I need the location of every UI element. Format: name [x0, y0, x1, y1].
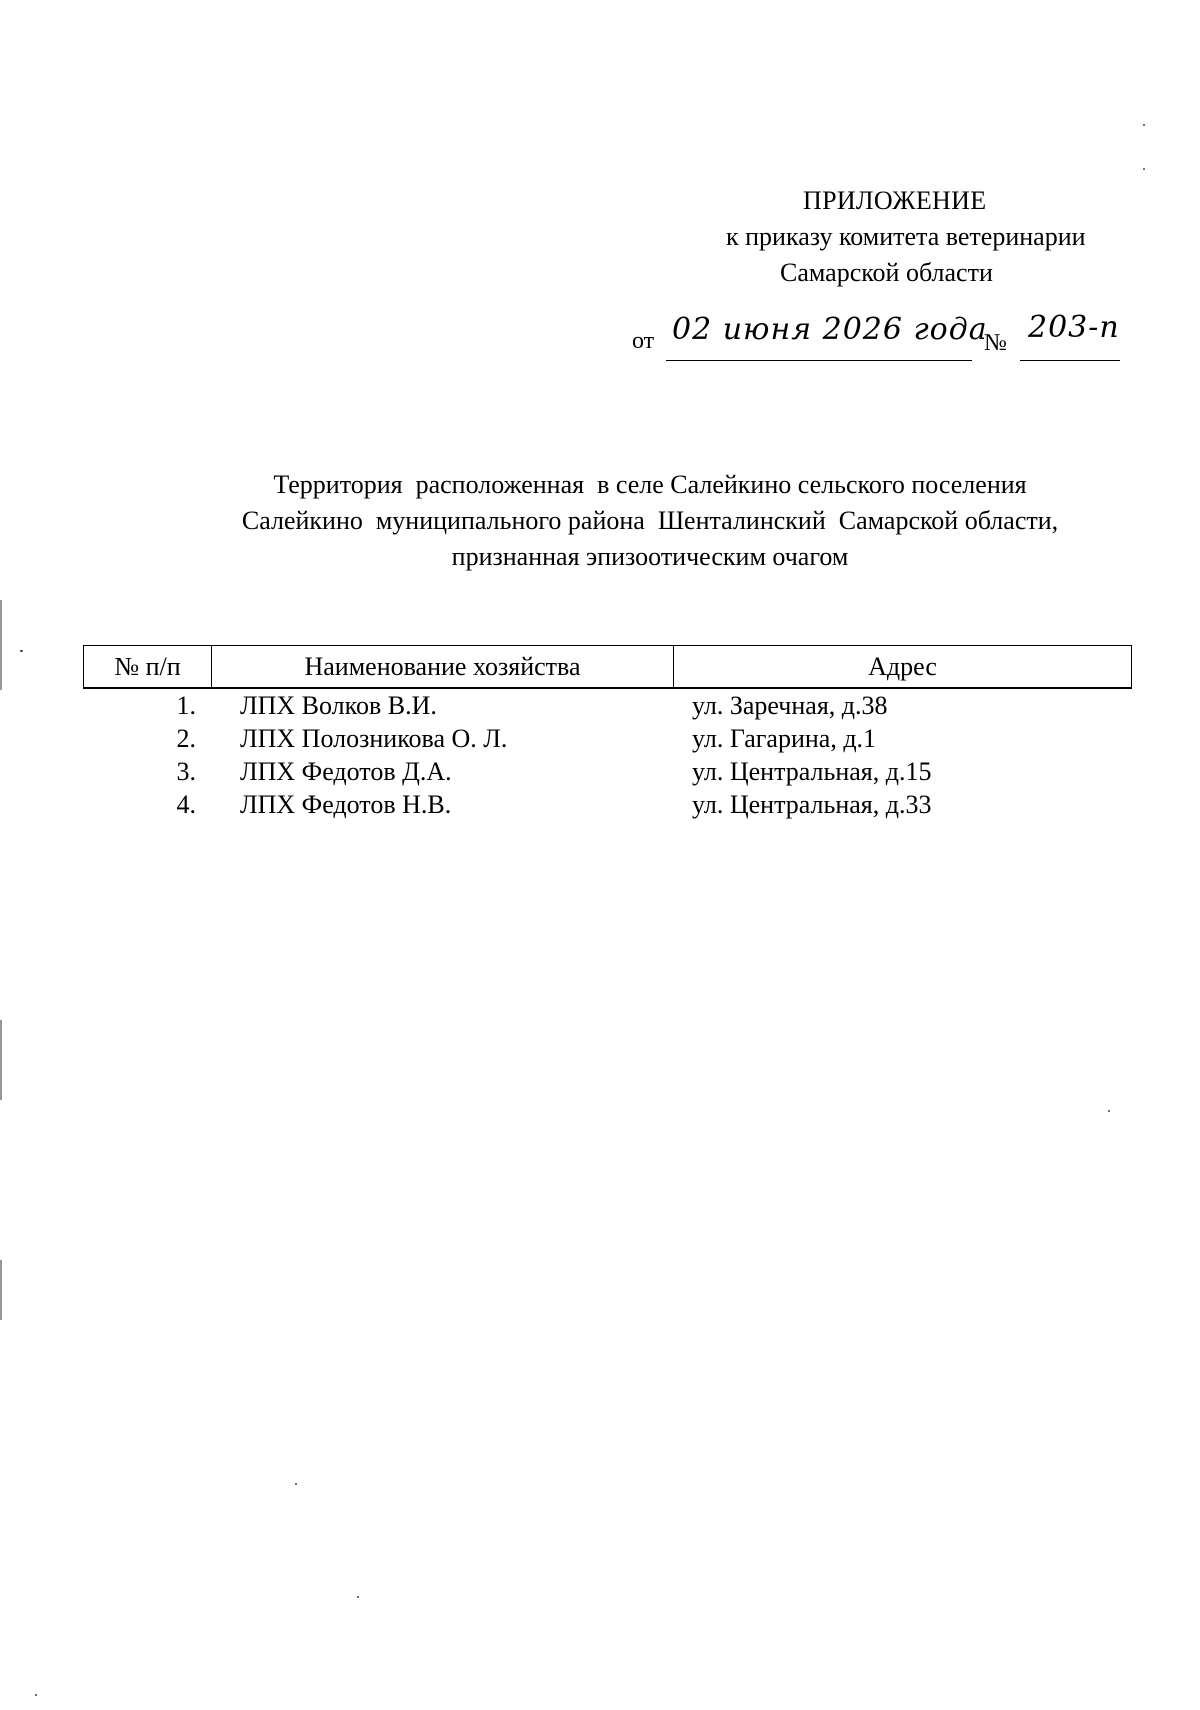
appendix-region: Самарской области: [780, 258, 993, 287]
table-header: [83, 645, 1132, 689]
order-number-handwritten: 203-п: [1028, 310, 1120, 345]
appendix-order-reference: к приказу комитета ветеринарии: [726, 222, 1086, 251]
order-date-underline: [666, 360, 972, 361]
order-reference-line: [632, 310, 1172, 368]
scan-edge-mark: [0, 1020, 2, 1100]
heading-line-1: Территория расположенная в селе Салейкино сельского поселения: [273, 470, 1027, 499]
scan-speck: [357, 1596, 359, 1598]
scan-speck: [1108, 1110, 1110, 1112]
scan-speck: [1143, 124, 1145, 126]
appendix-title: ПРИЛОЖЕНИЕ: [803, 186, 987, 215]
scan-edge-mark: [0, 600, 2, 690]
document-heading: [100, 467, 1200, 575]
row-address: ул. Центральная, д.15: [692, 757, 932, 786]
table-row: [83, 788, 1132, 821]
scan-edge-mark: [0, 1260, 2, 1320]
column-header-number: № п/п: [84, 646, 212, 687]
table-row: [83, 689, 1132, 722]
table-body: [83, 689, 1132, 821]
order-from-label: от: [632, 328, 655, 354]
row-farm-name: ЛПХ Федотов Д.А.: [240, 757, 452, 786]
row-address: ул. Гагарина, д.1: [692, 724, 877, 753]
farms-table: [83, 645, 1132, 821]
column-header-address: Адрес: [868, 651, 937, 681]
table-row: [83, 755, 1132, 788]
order-number-label: №: [984, 330, 1007, 356]
row-number: 2.: [176, 724, 196, 753]
heading-line-2: Салейкино муниципального района Шенталинский Самарской области,: [241, 506, 1059, 535]
table-row: [83, 722, 1132, 755]
scan-speck: [1143, 168, 1145, 170]
row-address: ул. Заречная, д.38: [692, 691, 888, 720]
row-farm-name: ЛПХ Федотов Н.В.: [240, 790, 452, 819]
scan-speck: [35, 1694, 37, 1696]
column-header-farm-name: Наименование хозяйства: [212, 646, 674, 687]
scan-speck: [20, 650, 23, 652]
order-number-underline: [1020, 360, 1120, 361]
row-farm-name: ЛПХ Полозникова О. Л.: [240, 724, 508, 753]
row-farm-name: ЛПХ Волков В.И.: [240, 691, 437, 720]
row-number: 4.: [176, 790, 196, 819]
order-date-handwritten: 02 июня 2026 года: [672, 312, 988, 347]
row-number: 3.: [176, 757, 196, 786]
row-address: ул. Центральная, д.33: [692, 790, 932, 819]
scan-speck: [295, 1483, 297, 1485]
heading-line-3: признанная эпизоотическим очагом: [451, 542, 849, 571]
row-number: 1.: [176, 691, 196, 720]
